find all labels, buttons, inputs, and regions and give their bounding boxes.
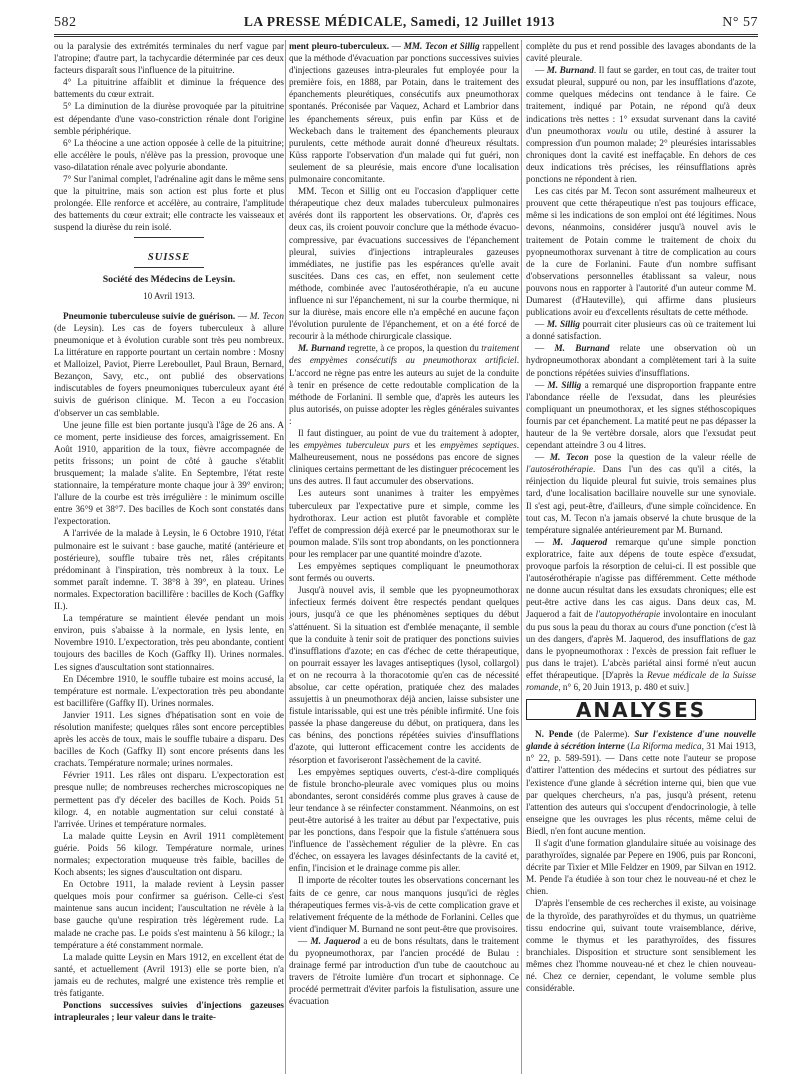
paragraph: 6° La théocine a une action opposée à celle de la pituitrine; elle accélère le pouls, n'élève pas la pression, provoque une vaso-dilatation rénale avec polyurie abondante. bbox=[54, 137, 284, 172]
author: MM. Tecon et Sillig bbox=[403, 41, 480, 51]
analyses-heading: ANALYSES bbox=[526, 699, 756, 720]
page-header bbox=[54, 14, 758, 34]
text-italic: l'autopyothérapie bbox=[595, 609, 661, 620]
society-name: Société des Médecins de Leysin. bbox=[102, 273, 236, 285]
author: M. Sillig bbox=[547, 379, 582, 390]
paragraph: Il importe de récolter toutes les observations concernant les faits de ce genre, car nous manquons jusqu'ici de règles thérapeutiques fermes vis-à-vis de cette complication grave et relativement fréquente de la méthode de Forlanini. Celles que vient d'indiquer M. Burnand ne sont peut-être que provisoires. bbox=[289, 875, 519, 934]
paragraph: En Décembre 1910, le souffle tubaire est moins accusé, la température est normale. L'expectoration très peu abondante est bacillifère (Gaffky II). Urines normales. bbox=[54, 673, 284, 708]
column-left bbox=[54, 40, 284, 1074]
paragraph: — M. Burnand. Il faut se garder, en tout cas, de traiter tout exsudat pleural, suppuré ou non, par les insufflations d'azote, comme quelques médecins ont tendance à le faire. Ce traitement, indiqué par Potain, ne répond qu'à deux indications très nettes : 1° exsudat survenant dans la cavité d'un pneumothorax voulu ou utile, destiné à assurer la compression d'un poumon malade; 2° pleurésies intarissables chroniques dont la cavité est ineffaçable. En dehors de ces deux indications très précises, les réinsufflations après ponctions ne répondent à rien. bbox=[526, 65, 756, 185]
paragraph: — M. Tecon pose la question de la valeur réelle de l'autosérothérapie. Dans l'un des cas qu'il a cités, la réinjection du liquide pleural fut suivie, trois semaines plus tard, d'une localisation bacillaire nouvelle sur une synoviale. Il s'est agi, peut-être, d'ailleurs, d'une simple coïncidence. En tout cas, M. Tecon n'a jamais observé la chute brusque de la température signalée antérieurement par M. Burnand. bbox=[526, 452, 756, 535]
text-italic: Revue médicale de la Suisse romande bbox=[526, 669, 756, 692]
column-middle bbox=[289, 40, 519, 1074]
paragraph: — M. Sillig a remarqué une disproportion frappante entre l'abondance réelle de l'exsudat, dans les pleurésies compliquant un pneumothorax, et les signes stéthoscopiques fournis par cet épanchement. La matité peut ne pas dépasser la hauteur de la 9e vertèbre dorsale, alors que l'exsudat peut cependant atteindre 3 ou 4 litres. bbox=[526, 379, 756, 451]
text: . Malheureusement, nous ne possédons pas encore de signes cliniques certains permettant de les distinguer précocement les uns des autres. Il faut accumuler des observations. bbox=[289, 440, 519, 487]
header-rule-double bbox=[54, 36, 758, 37]
paragraph: La malade quitte Leysin en Avril 1911 complètement guérie. Poids 56 kilogr. Température normale, urines normales; expectoration muqueuse très faible, bacilles de Koch absents; les signes d'auscultation ont disparu. bbox=[54, 830, 284, 878]
page-number: 582 bbox=[54, 15, 77, 30]
text: . Dans l'un des cas qu'il a cités, la réinjection du liquide pleural fut suivie, trois semaines plus tard, d'une localisation bacillaire nouvelle sur une synoviale. Il s'est agi, peut-être, d'ailleurs, d'une simple coïncidence. En tout cas, M. Tecon n'a jamais observé la chute brusque de la température signalée antérieurement par M. Burnand. bbox=[526, 464, 756, 535]
text: Il faut distinguer, au point de vue du traitement à adopter, les bbox=[289, 428, 519, 451]
text: involontaire en inoculant du pus sous la peau du thorax au cours d'une ponction (c'est là un des dangers, d'après M. Jaquerod, des insufflations de gaz dans le pyopneumothorax : l'excès de pression fait refluer le pus dans le trajet). L'abcès pariétal ainsi formé n'eut aucun effet thérapeutique. [D'après la bbox=[526, 609, 756, 680]
article-paragraph: ment pleuro-tuberculeux. — MM. Tecon et Sillig rappellent que la méthode d'évacuation par ponctions successives suivies d'injections gazeuses intra-pleurales fut employée pour la première fois, en 1888, par Potain, dans le traitement des épanchements pleurétiques, consécutifs aux pneumothorax spontanés. Préconisée par Vaquez, Achard et Lambrior dans les épanchements séreux, puis enfin par Küss et de Weckebach dans le traitement des épanchements pleuraux purulents, cette méthode aurait donné d'heureux résultats. Küss rapporte l'observation d'un malade qui fut guéri, non seulement de sa pleurésie, mais encore d'une localisation pulmonaire concomitante. bbox=[289, 41, 519, 185]
article-text: (de Leysin). Les cas de foyers tuberculeux à allure pneumonique et à évolution curable sont très peu nombreux. La littérature en rapporte pourtant un certain nombre : Mosny et Malloizel, Paviot, Pierre Lereboullet, Paul Braun, Bernard, Bezançon, Savy, etc., ont publié des observations indiscutables de foyers pneumoniques tuberculeux ayant été suivis de guérison clinique. M. Tecon a eu l'occasion d'observer un cas semblable. bbox=[54, 322, 284, 418]
paragraph: Janvier 1911. Les signes d'hépatisation sont en voie de résolution manifeste; quelques râles sont encore perceptibles après les accès de toux, mais le souffle tubaire a disparu. Des bacilles de Koch (Gaffky II) sont encore présents dans les crachats. Température normale; urines normales. bbox=[54, 709, 284, 769]
article-text: rappellent que la méthode d'évacuation par ponctions successives suivies d'injections gazeuses intra-pleurales fut employée pour la première fois, en 1888, par Potain, dans le traitement des épanchements pleurétiques, consécutifs aux pneumothorax spontanés. Préconisée par Vaquez, Achard et Lambrior dans les épanchements séreux, puis enfin par Küss et de Weckebach dans le traitement des épanchements pleuraux purulents, cette méthode aurait donné d'heureux résultats. Küss rapporte l'observation d'un malade qui fut guéri, non seulement de sa pleurésie, mais encore d'une localisation pulmonaire concomitante. bbox=[289, 41, 519, 185]
analysis-title: Sur l'existence d'une nouvelle glande à sécrétion interne bbox=[526, 729, 756, 752]
issue-number: N° 57 bbox=[722, 15, 758, 30]
paragraph: La température se maintient élevée pendant un mois environ, puis s'abaisse à la normale, en lysis lente, en Novembre 1910. L'expectoration, très peu abondante, contient toujours des bacilles de Koch (Gaffky II). Urines normales. Les signes d'auscultation sont stationnaires. bbox=[54, 613, 284, 672]
analysis-paragraph bbox=[526, 728, 756, 837]
paragraph: Les empyèmes septiques compliquant le pneumothorax sont fermés ou ouverts. bbox=[289, 561, 519, 584]
article-title: Ponctions successives suivies d'injections gazeuses intrapleurales ; leur valeur dans le traite- bbox=[54, 1000, 284, 1023]
text-italic: traitement des empyèmes consécutifs au pneumothorax artificiel bbox=[289, 343, 519, 366]
text: pose la question de la valeur réelle de bbox=[588, 452, 756, 463]
paragraph: Il s'agit d'une formation glandulaire située au voisinage des parathyroïdes, signalée par Pepere en 1906, puis par Ronconi, décrite par Tixier et Mlle Feldzer en 1909, par Silvan en 1912. M. Pende l'a étudiée à son tour chez le nouveau-né et chez le chien. bbox=[526, 838, 756, 897]
author: M. Burnand bbox=[554, 343, 610, 354]
paragraph: MM. Tecon et Sillig ont eu l'occasion d'appliquer cette thérapeutique chez deux malades tuberculeux pulmonaires avérés dont ils rapportent les observations. Or, d'après ces deux cas, ils croient pouvoir conclure que la méthode évacuo-compressive, par évacuations successives de l'épanchement pleural, suivies d'injections intrapleurales gazeuses immédiates, ne justifie pas les espérances qu'elle avait suscitées. Dans ces cas, en effet, non seulement cette méthode, combinée avec l'autosérothérapie, n'a eu aucune influence ni sur l'épanchement, ni sur la courbe thermique, ni sur la diurèse, mais encore elle n'a empêché en aucune façon l'évolution purulente de l'épanchement, et on a été forcé de recourir à la méthode chirurgicale classique. bbox=[289, 186, 519, 342]
section-rule bbox=[134, 237, 204, 238]
column-separator bbox=[285, 40, 286, 1074]
text: remarque qu'une simple ponction exploratrice, faite aux dépens de toute espèce d'exsudat, provoque parfois la résorption de celui-ci. Il est possible que l'autosérothérapie n'agisse pas différemment. Cette méthode ne donne aucun résultat dans les exsudats chroniques; elle est peut-être active dans les cas aigus. Dans deux cas, M. Jaquerod a fait de bbox=[526, 536, 756, 620]
text: ( bbox=[624, 741, 631, 752]
author: M. Tecon bbox=[249, 310, 284, 321]
text: relate une observation où un hydropneumothorax abondant a complètement tari à la suite de ponctions répétées suivies d'insufflations. bbox=[526, 343, 756, 378]
text: (de Palerme). bbox=[572, 729, 635, 740]
text-italic: empyèmes septiques bbox=[440, 440, 517, 451]
text: . Il faut se garder, en tout cas, de traiter tout exsudat pleural, suppuré ou non, par les insufflations d'azote, comme quelques médecins ont tendance à le faire. Ce traitement, indiqué par Potain, ne répond qu'à deux indications très nettes : 1° exsudat survenant dans la cavité d'un pneumothorax bbox=[526, 65, 756, 136]
paragraph: A l'arrivée de la malade à Leysin, le 6 Octobre 1910, l'état pulmonaire est le suivant : base gauche, matité (antérieure et postérieure), souffle tubaire très net, râles crépitants prédominant à l'inspiration, très nombreux à la toux. Le sommet paraît indemne. T. 38°8 à 39°, en plateau. Urines normales. Expectoration bacillifère : bacilles de Koch (Gaffky II.). bbox=[54, 528, 284, 612]
author: M. Jaquerod bbox=[310, 935, 361, 946]
section-rule bbox=[134, 267, 204, 268]
seance-date: 10 Avril 1913. bbox=[143, 290, 195, 301]
paragraph: En Octobre 1911, la malade revient à Leysin passer quelques mois pour confirmer sa guérison. Celle-ci s'est maintenue sans aucun incident; l'auscultation ne révèle à la base gauche qu'une respiration très légèrement rude. La malade ne crache pas. Le poids s'est maintenu à 56 kilogr.; la température a été constamment normale. bbox=[54, 879, 284, 950]
text: a remarqué une disproportion frappante entre l'abondance réelle de l'exsudat, dans les pleurésies compliquant un pneumothorax, et les signes stéthoscopiques fournis par cet épanchement. La matité peut ne pas dépasser la hauteur de la 9e vertèbre dorsale, alors que l'exsudat peut cependant atteindre 3 ou 4 litres. bbox=[526, 379, 756, 451]
author: M. Burnand bbox=[298, 343, 346, 354]
text: pourrait citer plusieurs cas où ce traitement lui a donné satisfaction. bbox=[526, 319, 756, 342]
paragraph: 7° Sur l'animal complet, l'adrénaline agit dans le même sens que la pituitrine, mais son action est plus forte et plus prolongée. Elle renforce et accélère, au contraire, l'amplitude des battements du cœur extrait; elle contracte les vaisseaux et suspend la diurèse du rein isolé. bbox=[54, 174, 284, 233]
text: regrette, à ce propos, la question du bbox=[345, 343, 482, 354]
header-rule bbox=[54, 34, 758, 35]
paragraph: Les cas cités par M. Tecon sont assurément malheureux et prouvent que cette thérapeutique n'est pas toujours efficace, même si les indications de son emploi ont été légitimes. Nous devons, néanmoins, considérer jusqu'à nouvel avis le traitement de Potain comme le traitement de choix du pyopneumothorax survenant à titre de complication au cours de la cure de Forlanini. Faute d'un nombre suffisant d'observations personnelles établissant sa valeur, nous pouvons nous en rapporter à l'autorité d'un auteur comme M. Dumarest (d'Hauteville), qui affirme dans plusieurs publications avoir eu d'excellents résultats de cette méthode. bbox=[526, 186, 756, 318]
text: ou utile, destiné à assurer la compression d'un poumon malade; 2° pleurésies intarissables chroniques dont la cavité est ineffaçable. En dehors de ces deux indications très précises, les réinsufflations après ponctions ne répondent à rien. bbox=[526, 125, 756, 185]
author: M. Sillig bbox=[546, 319, 580, 330]
paragraph: D'après l'ensemble de ces recherches il existe, au voisinage de la thyroïde, des parathyroïdes et du thymus, un quatrième tissu endocrine qui, suivant toute vraisemblance, dérive, comme le thymus et les parathyroïdes, des fissures branchiales. Disposition et structure sont sensiblement les mêmes chez l'homme nouveau-né et chez le chien nouveau-né. Chez ce dernier, cependant, le volume semble plus considérable. bbox=[526, 898, 756, 994]
article-paragraph: Pneumonie tuberculeuse suivie de guérison. — M. Tecon (de Leysin). Les cas de foyers tuberculeux à allure pneumonique et à évolution curable sont très peu nombreux. La littérature en rapporte pourtant un certain nombre : Mosny et Malloizel, Paviot, Pierre Lereboullet, Paul Braun, Bernard, Bezançon, Savy, etc., ont publié des observations indiscutables de foyers pneumoniques tuberculeux ayant été suivis de guérison clinique. M. Tecon a eu l'occasion d'observer un cas semblable. bbox=[54, 310, 284, 418]
column-separator bbox=[521, 40, 522, 1074]
author: N. Pende bbox=[535, 729, 573, 740]
paragraph: 4° La pituitrine affaiblit et diminue la fréquence des battements du cœur extrait. bbox=[54, 77, 284, 100]
paragraph: — M. Burnand relate une observation où un hydropneumothorax abondant a complètement tari à la suite de ponctions répétées suivies d'insufflations. bbox=[526, 343, 756, 378]
article-title: Pneumonie tuberculeuse suivie de guérison. bbox=[63, 310, 236, 321]
paragraph: 5° La diminution de la diurèse provoquée par la pituitrine est dépendante d'une vaso-constriction rénale dont l'origine semble périphérique. bbox=[54, 101, 284, 136]
text: , n° 6, 20 Juin 1913, p. 480 et suiv.] bbox=[558, 681, 690, 692]
paragraph: Février 1911. Les râles ont disparu. L'expectoration est presque nulle; de nombreuses recherches microscopiques ne permettent pas d'y déceler des bacilles de Koch. Poids 51 kilogr. 4, en notable augmentation sur celui constaté à l'arrivée. Urines et température normales. bbox=[54, 770, 284, 829]
article-title-continued: ment pleuro-tuberculeux. bbox=[289, 41, 390, 51]
paragraph: Une jeune fille est bien portante jusqu'à l'âge de 26 ans. A ce moment, perte insidieuse des forces, amaigrissement. En Août 1910, apparition de la toux, fièvre accompagnée de petits frissons; un point de côté à gauche s'établit brusquement; la malade s'alite. En Septembre, l'état reste stationnaire, la température monte chaque jour à 39° environ; l'allure de la courbe est très irrégulière : le minimum oscille entre 36°9 et 38°7. Des bacilles de Koch sont constatés dans l'expectoration. bbox=[54, 419, 284, 527]
paragraph: complète du pus et rend possible des lavages abondants de la cavité pleurale. bbox=[526, 41, 756, 64]
text-italic: l'autosérothérapie bbox=[526, 464, 593, 475]
author: M. Tecon bbox=[549, 452, 589, 463]
paragraph: — M. Jaquerod remarque qu'une simple ponction exploratrice, faite aux dépens de toute espèce d'exsudat, provoque parfois la résorption de celui-ci. Il est possible que l'autosérothérapie n'agisse pas différemment. Cette méthode ne donne aucun résultat dans les exsudats chroniques; elle est peut-être active dans les cas aigus. Dans deux cas, M. Jaquerod a fait de l'autopyothérapie involontaire en inoculant du pus sous la peau du thorax au cours d'une ponction (c'est là un des dangers, d'après M. Jaquerod, des insufflations de gaz dans le pyopneumothorax : l'excès de pression fait refluer le pus dans le trajet). L'abcès pariétal ainsi formé n'eut aucun effet thérapeutique. [D'après la Revue médicale de la Suisse romande, n° 6, 20 Juin 1913, p. 480 et suiv.] bbox=[526, 536, 756, 692]
paragraph: ou la paralysie des extrémités terminales du nerf vague par l'atropine; d'autre part, la tachycardie déterminée par ces deux facteurs disparaît sous l'influence de la pituitrine. bbox=[54, 41, 284, 76]
paragraph: Les auteurs sont unanimes à traiter les empyèmes tuberculeux par l'expectative pure et simple, comme les hydrothorax. Leur action est plutôt favorable et complète l'effet de compression déjà exercé par le pneumothorax sur le poumon malade. S'ils sont trop abondants, on les ponctionnera pour les remplacer par une quantité moindre d'azote. bbox=[289, 488, 519, 559]
journal-title: LA PRESSE MÉDICALE, Samedi, 12 Juillet 1913 bbox=[243, 14, 555, 29]
text: . L'accord ne règne pas entre les auteurs au sujet de la conduite à tenir en présence de cette redoutable complication de la méthode de Forlanini. Il semble que, d'après les auteurs les plus autorisés, on puisse adopter les règles générales suivantes : bbox=[289, 355, 519, 426]
text-italic: voulu bbox=[607, 125, 628, 136]
paragraph: — M. Jaquerod a eu de bons résultats, dans le traitement du pyopneumothorax, par l'ancien procédé de Bulau : drainage fermé par introduction d'un tube de caoutchouc au travers de l'étroite lumière d'un trocart et siphonnage. Ce procédé permettrait d'éviter parfois la fistulisation, assure une évacuation bbox=[289, 935, 519, 1007]
paragraph: La malade quitte Leysin en Mars 1912, en excellent état de santé, et actuellement (Avril 1913) elle se porte bien, n'a jamais eu de rechutes, malgré une existence très remplie et très fatigante. bbox=[54, 951, 284, 999]
text: et les bbox=[409, 440, 441, 451]
column-right bbox=[526, 40, 756, 1074]
paragraph: Les empyèmes septiques ouverts, c'est-à-dire compliqués de fistule broncho-pleurale avec vomiques plus ou moins abondantes, seront considérés comme plus graves à cause de leur tendance à se réinfecter constamment. Néanmoins, on est peut-être autorisé à les traiter au début par l'expectative, puis par les ponctions, dans l'espoir que la fistule s'atténuera sous l'influence de l'assèchement régulier de la plèvre. En cas d'échec, on essayera les lavages désinfectants de la cavité et, enfin, l'incision et le drainage comme pis aller. bbox=[289, 766, 519, 874]
paragraph: — M. Sillig pourrait citer plusieurs cas où ce traitement lui a donné satisfaction. bbox=[526, 319, 756, 342]
section-title: SUISSE bbox=[147, 251, 191, 263]
paragraph: Jusqu'à nouvel avis, il semble que les pyopneumothorax infectieux fermés doivent être respectés pendant quelques jours, jusqu'à ce que les phénomènes septiques du début s'atténuent. Si la situation est d'emblée menaçante, il semble que la conduite à tenir soit de pratiquer des ponctions suivies d'insufflations d'azote; en cas d'échec de cette thérapeutique, on pourrait essayer les lavages antiseptiques (lysol, collargol) et on ne recourra à la thoracotomie qu'en cas de nécessité absolue, car cette opération, pratiquée chez des malades assujettis à un pneumothorax déjà ancien, laisse subsister une fistule intarissable, qui est une très pénible infirmité. Une fois passée la phase dangereuse du début, on pratiquera, dans les cas bénins, des ponctions répétées suivies d'insufflations d'azote, qui lutteront efficacement contre les accidents de résorption et favoriseront l'assèchement de la cavité. bbox=[289, 585, 519, 765]
author: M. Jaquerod bbox=[552, 536, 608, 547]
paragraph bbox=[289, 427, 519, 487]
text-italic: empyèmes tuberculeux purs bbox=[303, 440, 410, 451]
journal-reference: La Riforma medica bbox=[630, 741, 702, 752]
text: , 31 Mai 1913, n° 22, p. 589-591). — Dans cette note l'auteur se propose d'attirer l'attention des médecins et surtout des pédiatres sur l'existence d'une glande à sécrétion interne qui, bien que vue par quelques chercheurs, n'a pas, jusqu'à présent, retenu l'attention des auteurs qui s'occupent d'endocrinologie, à telle enseigne que les ouvrages les plus récents, même celui de Biedl, n'en font aucune mention. bbox=[526, 741, 756, 836]
text: a eu de bons résultats, dans le traitement du pyopneumothorax, par l'ancien procédé de Bulau : drainage fermé par introduction d'un tube de caoutchouc au travers de l'étroite lumière d'un trocart et siphonnage. Ce procédé permettrait d'éviter parfois la fistulisation, assure une évacuation bbox=[289, 935, 519, 1007]
author: M. Burnand bbox=[546, 65, 594, 76]
paragraph bbox=[289, 342, 519, 427]
article-paragraph bbox=[54, 999, 284, 1023]
